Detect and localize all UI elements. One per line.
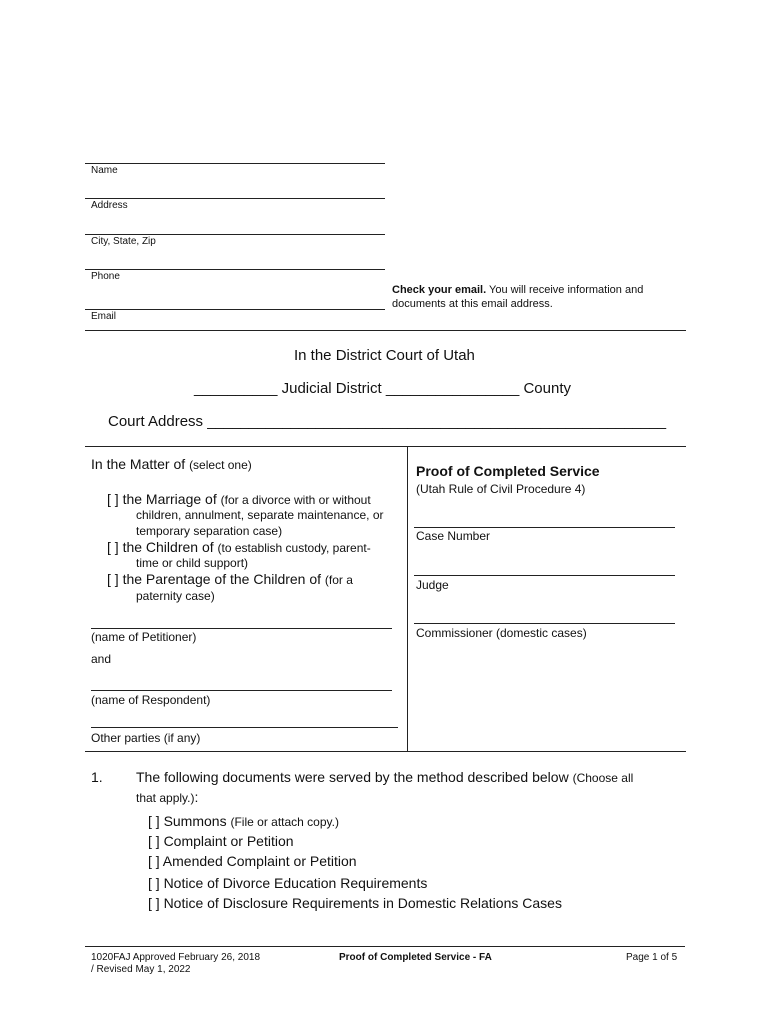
respondent-line[interactable]	[91, 690, 392, 691]
marriage-note-line-2: temporary separation case)	[136, 524, 283, 538]
city-label: City, State, Zip	[91, 236, 156, 247]
complaint-label: Complaint or Petition	[163, 833, 294, 849]
matter-heading-note: (select one)	[189, 458, 252, 472]
doc-item-complaint[interactable]	[148, 833, 294, 849]
amended-complaint-checkbox[interactable]: [ ]	[148, 853, 160, 869]
judge-line[interactable]	[414, 575, 675, 576]
case-number-label: Case Number	[416, 529, 491, 543]
section1-text	[136, 769, 633, 785]
doc-item-amended-complaint[interactable]	[148, 853, 357, 869]
and-label: and	[91, 652, 112, 666]
amended-complaint-label: Amended Complaint or Petition	[162, 853, 357, 869]
district-blank[interactable]: __________	[194, 380, 278, 397]
disclosure-checkbox[interactable]: [ ]	[148, 895, 160, 911]
footer-center-title: Proof of Completed Service - FA	[339, 952, 492, 963]
petitioner-line[interactable]	[91, 628, 392, 629]
parentage-checkbox[interactable]: [ ]	[107, 571, 119, 587]
case-number-line[interactable]	[414, 527, 675, 528]
section1-note-2: that apply.)	[136, 791, 195, 805]
court-title: In the District Court of Utah	[294, 347, 475, 364]
marriage-note: (for a divorce with or without	[220, 493, 371, 507]
name-label: Name	[91, 165, 118, 176]
city-line[interactable]	[85, 234, 385, 235]
email-note-text-2: documents at this email address.	[392, 298, 553, 310]
section1-note-colon: :	[194, 789, 199, 805]
parentage-note: (for a	[324, 573, 353, 587]
court-address-blank[interactable]: _______________________________________________________	[207, 413, 667, 430]
parentage-label: the Parentage of the Children of	[122, 571, 322, 587]
address-line[interactable]	[85, 198, 385, 199]
email-line[interactable]	[85, 309, 385, 310]
marriage-label: the Marriage of	[122, 491, 217, 507]
county-label: County	[523, 380, 571, 397]
address-label: Address	[91, 200, 128, 211]
caption-top-border	[85, 446, 686, 447]
respondent-label: (name of Respondent)	[91, 693, 211, 707]
footer-form-id-1: 1020FAJ Approved February 26, 2018	[91, 952, 261, 963]
email-note-text-1: You will receive information and	[489, 284, 644, 296]
matter-option-children[interactable]	[107, 539, 371, 555]
email-note	[392, 284, 643, 296]
divorce-education-label: Notice of Divorce Education Requirements	[163, 875, 428, 891]
children-label: the Children of	[122, 539, 214, 555]
parentage-note-line-1: paternity case)	[136, 589, 215, 603]
matter-heading-label: In the Matter of	[91, 456, 186, 472]
summons-checkbox[interactable]: [ ]	[148, 813, 160, 829]
summons-label: Summons	[163, 813, 227, 829]
name-line[interactable]	[85, 163, 385, 164]
footer-page-number: Page 1 of 5	[626, 952, 678, 963]
matter-option-marriage[interactable]	[107, 491, 371, 507]
section1-number: 1.	[91, 769, 103, 785]
county-blank[interactable]: ________________	[385, 380, 520, 397]
footer-divider	[85, 946, 685, 947]
section1-note-1: (Choose all	[572, 771, 634, 785]
district-label: Judicial District	[281, 380, 382, 397]
judge-label: Judge	[416, 578, 449, 592]
marriage-note-line-1: children, annulment, separate maintenance, or	[136, 508, 384, 522]
children-checkbox[interactable]: [ ]	[107, 539, 119, 555]
children-note-line-1: time or child support)	[136, 556, 249, 570]
other-parties-line[interactable]	[91, 727, 398, 728]
petitioner-label: (name of Petitioner)	[91, 630, 197, 644]
divorce-education-checkbox[interactable]: [ ]	[148, 875, 160, 891]
proof-title: Proof of Completed Service	[416, 463, 600, 479]
footer-form-id-2: / Revised May 1, 2022	[91, 964, 191, 975]
commissioner-line[interactable]	[414, 623, 675, 624]
proof-rule: (Utah Rule of Civil Procedure 4)	[416, 482, 586, 496]
section1-main-text: The following documents were served by the method described below	[136, 769, 569, 785]
complaint-checkbox[interactable]: [ ]	[148, 833, 160, 849]
disclosure-label: Notice of Disclosure Requirements in Domestic Relations Cases	[163, 895, 562, 911]
doc-item-divorce-education[interactable]	[148, 875, 427, 891]
children-note: (to establish custody, parent-	[217, 541, 371, 555]
matter-heading	[91, 456, 252, 472]
section1-note-line-2	[136, 789, 198, 807]
email-note-bold: Check your email.	[392, 284, 487, 296]
commissioner-label: Commissioner (domestic cases)	[416, 626, 587, 640]
caption-bottom-border	[85, 751, 686, 752]
court-address-line	[108, 413, 666, 430]
caption-divider	[407, 446, 408, 751]
matter-option-parentage[interactable]	[107, 571, 353, 587]
doc-item-disclosure[interactable]	[148, 895, 562, 911]
header-divider	[85, 330, 686, 331]
email-label: Email	[91, 311, 117, 322]
phone-label: Phone	[91, 271, 120, 282]
summons-note: (File or attach copy.)	[230, 815, 339, 829]
marriage-checkbox[interactable]: [ ]	[107, 491, 119, 507]
district-county-line	[194, 380, 571, 397]
doc-item-summons[interactable]	[148, 813, 339, 829]
other-parties-label: Other parties (if any)	[91, 731, 201, 745]
court-address-label: Court Address	[108, 413, 204, 430]
phone-line[interactable]	[85, 269, 385, 270]
